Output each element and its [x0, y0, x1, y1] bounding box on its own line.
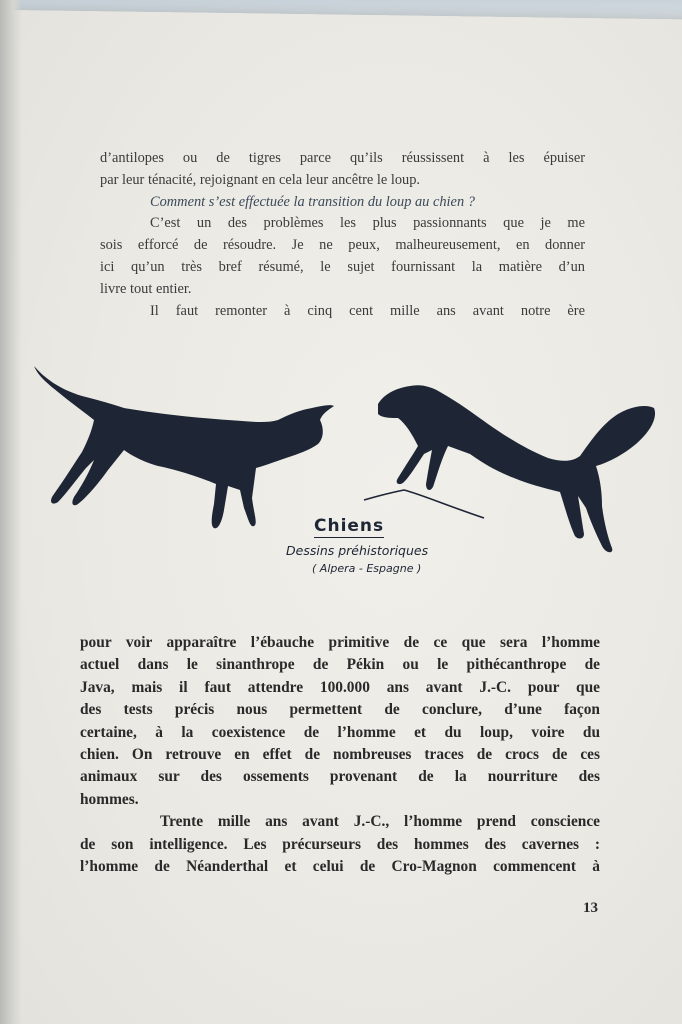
- text-line: l’homme de Néanderthal et celui de Cro-Magnon commencent à: [80, 858, 600, 876]
- page-number: 13: [583, 900, 598, 916]
- upper-text-block: [100, 148, 585, 322]
- figure-caption-subtitle: Dessins préhistoriques: [286, 543, 429, 558]
- lower-text-block: [80, 632, 600, 878]
- book-spine-shadow: [0, 0, 22, 1024]
- text-line: pour voir apparaître l’ébauche primitive de ce que sera l’homme: [80, 634, 600, 651]
- italic-question: Comment s’est effectuée la transition du loup au chien ?: [150, 193, 475, 210]
- text-line: chien. On retrouve en effet de nombreuses traces de crocs de ces: [80, 746, 600, 764]
- figure-caption-title: Chiens: [314, 516, 385, 536]
- figure-caption-location: ( Alpera - Espagne ): [312, 562, 422, 575]
- text-line: actuel dans le sinanthrope de Pékin ou le pithécanthrope de: [80, 656, 600, 674]
- left-dog-drawing: [34, 366, 334, 528]
- text-line: Java, mais il faut attendre 100.000 ans avant J.-C. pour que: [80, 678, 600, 696]
- right-dog-drawing: [378, 385, 655, 552]
- text-line: par leur ténacité, rejoignant en cela leur ancêtre le loup.: [100, 171, 421, 188]
- text-line: Trente mille ans avant J.-C., l’homme prend conscience: [160, 813, 600, 831]
- text-line: sois efforcé de résoudre. Je ne peux, malheureusement, en donner: [100, 237, 585, 254]
- ground-line: [364, 490, 484, 518]
- text-line: animaux sur des ossements provenant de la nourriture des: [80, 768, 600, 786]
- text-line: d’antilopes ou de tigres parce qu’ils réussissent à les épuiser: [100, 150, 585, 166]
- text-line: hommes.: [80, 790, 139, 808]
- text-line: Il faut remonter à cinq cent mille ans avant notre ère: [150, 302, 585, 319]
- text-line: de son intelligence. Les précurseurs des hommes des cavernes :: [80, 835, 600, 853]
- text-line: livre tout entier.: [100, 280, 192, 297]
- text-line: des tests précis nous permettent de conclure, d’une façon: [80, 701, 600, 719]
- text-line: certaine, à la coexistence de l’homme et du loup, voire du: [80, 723, 600, 741]
- text-line: ici qu’un très bref résumé, le sujet fournissant la matière d’un: [100, 258, 585, 275]
- text-line: C’est un des problèmes les plus passionnants que je me: [150, 215, 585, 232]
